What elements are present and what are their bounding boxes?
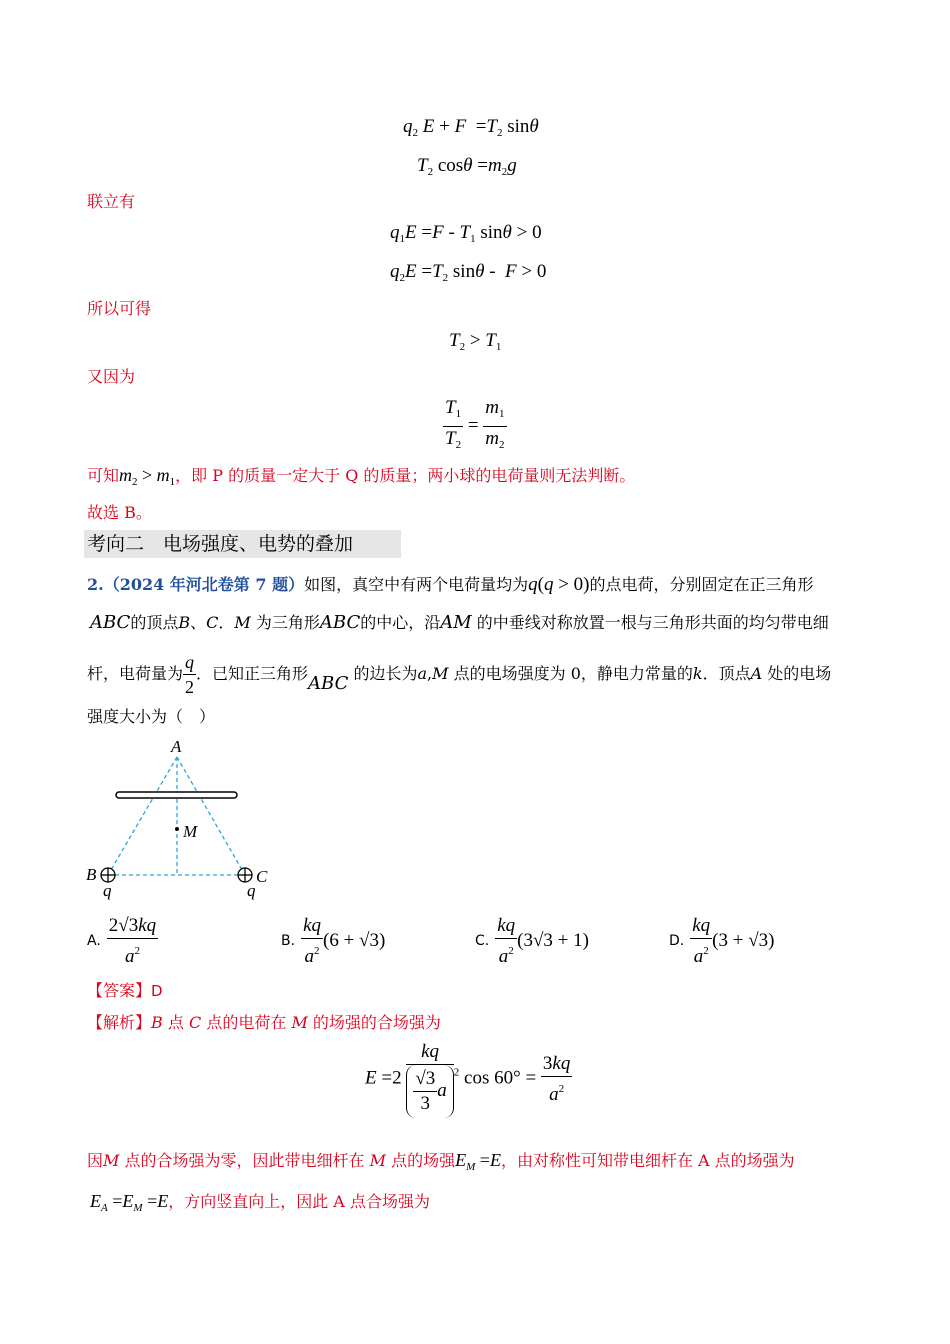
text-suoyi: 所以可得 [87,299,152,318]
analysis-line-2: 因M 点的合场强为零，因此带电细杆在 M 点的场强$E_M =E$，由对称性可知带电细杆在 A 点的场强为 [87,1150,795,1173]
answer-line: 【答案】D [87,981,163,1000]
equation-ratio: $\frac{T_1}{T_2}$ = $\frac{m_1}{m_2}$ [445,397,505,451]
question-line-3: 杆，电荷量为 $\frac{q}{2}$ ．已知正三角形ABC 的边长为a,M 点的电场强度为 0，静电力常量的k．顶点A 处的电场 [87,652,832,697]
analysis-line-3: $E_A =E_M =E$，方向竖直向上，因此 A 点合场强为 [90,1191,430,1214]
label-m: M [183,822,198,841]
side-ac [177,757,245,875]
label-c: C [256,867,268,886]
text-conclusion: 可知$m_2 > m_1$，即 P 的质量一定大于 Q 的质量；两小球的电荷量则无法判断。 [87,465,636,488]
text-guxuan: 故选 B。 [87,503,152,522]
text-lianli: 联立有 [87,192,136,211]
center-point [175,827,179,831]
label-q-c: q [247,881,256,900]
equation-t2-gt-t1: $T_2 > T_1$ [449,330,502,353]
equation-force-balance-y: $T_2$ $\cos\theta =m_2g$ [417,155,517,178]
equation-force-balance-x: $q_2$ $E + F =T_2$ sinθ [403,116,539,139]
side-ab [108,757,177,875]
triangle-figure [84,736,284,902]
option-a[interactable]: A. $\frac{2√3kq}{a^2}$ [87,914,157,967]
option-d[interactable]: D. $\frac{kq}{a^2}$ (3 + √3) [669,914,775,967]
option-b[interactable]: B. $\frac{kq}{a^2}$ (6 + √3) [281,914,386,967]
label-a: A [171,737,182,756]
charged-rod [116,792,237,798]
equation-e-sum: E =2 kq $\frac{√3}{3}$ $a^2$ cos 60° = $\frac{3kq}{a^2}$ [365,1040,572,1118]
label-b: B [86,865,97,884]
section-heading: 考向二 电场强度、电势的叠加 [84,530,401,558]
question-line-4: 强度大小为（ ） [87,707,216,726]
label-q-b: q [103,881,112,900]
question-line-2: ABC的顶点B、C．M 为三角形ABC的中心，沿AM 的中垂线对称放置一根与三角形共面的均匀带电细 [90,612,829,633]
equation-q2e: $q_2E =T_2$ sinθ - F > 0 [390,261,547,284]
option-c[interactable]: C. $\frac{kq}{a^2}$ (3√3 + 1) [475,914,589,967]
text-youyin: 又因为 [87,367,136,386]
question-line-1: 2.（2024 年河北卷第 7 题）如图，真空中有两个电荷量均为q(q > 0)的点电荷，分别固定在正三角形 [87,574,814,595]
equation-q1e: $q_1E =F - T_1$ sinθ > 0 [390,222,542,245]
analysis-line-1: 【解析】B 点 C 点的电荷在 M 的场强的合场强为 [87,1013,441,1032]
